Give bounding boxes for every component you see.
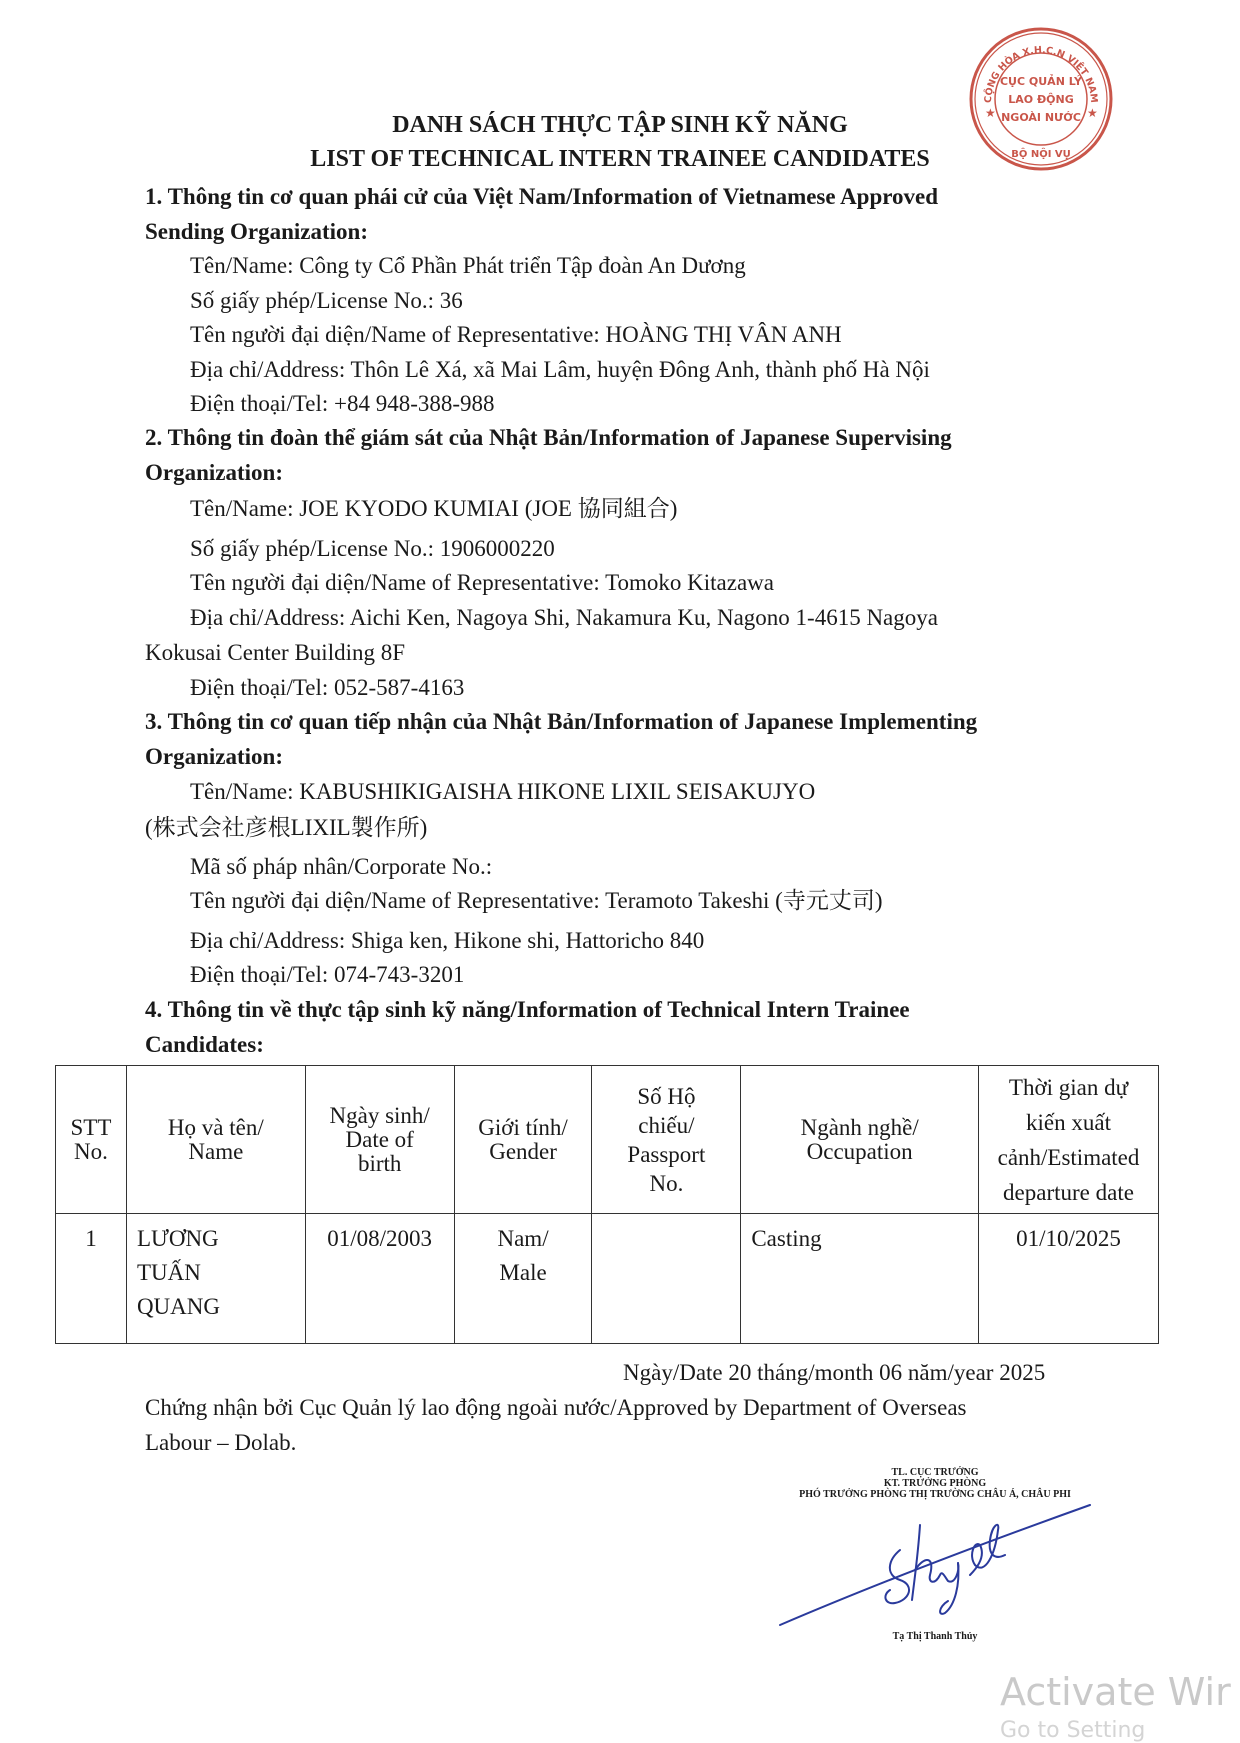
svg-text:BỘ NỘI VỤ: BỘ NỘI VỤ bbox=[1011, 149, 1071, 160]
section2-name: Tên/Name: JOE KYODO KUMIAI (JOE 協同組合) bbox=[190, 496, 678, 521]
section2-address-cont: Kokusai Center Building 8F bbox=[145, 640, 406, 665]
approval-line-cont: Labour – Dolab. bbox=[145, 1430, 297, 1455]
section2-license: Số giấy phép/License No.: 1906000220 bbox=[190, 536, 555, 561]
date-line: Ngày/Date 20 tháng/month 06 năm/year 2025 bbox=[623, 1360, 1046, 1385]
section3-heading-cont: Organization: bbox=[145, 744, 283, 769]
section1-tel: Điện thoại/Tel: +84 948-388-988 bbox=[190, 391, 495, 416]
cell-no: 1 bbox=[56, 1214, 127, 1344]
svg-text:CỘNG HÒA X.H.C.N VIỆT NAM: CỘNG HÒA X.H.C.N VIỆT NAM bbox=[982, 44, 1100, 104]
section3-address: Địa chỉ/Address: Shiga ken, Hikone shi, Hattoricho 840 bbox=[190, 928, 705, 953]
section4-heading: 4. Thông tin về thực tập sinh kỹ năng/Information of Technical Intern Trainee bbox=[145, 997, 910, 1022]
cell-departure: 01/10/2025 bbox=[979, 1214, 1159, 1344]
signature-title: TL. CỤC TRƯỞNG KT. TRƯỞNG PHÒNG PHÓ TRƯỞNG PHÒNG THỊ TRƯỜNG CHÂU Á, CHÂU PHI bbox=[799, 1467, 1071, 1500]
section3-name: Tên/Name: KABUSHIKIGAISHA HIKONE LIXIL SEISAKUJYO bbox=[190, 779, 816, 804]
cell-dob: 01/08/2003 bbox=[305, 1214, 454, 1344]
section1-address: Địa chỉ/Address: Thôn Lê Xá, xã Mai Lâm, huyện Đông Anh, thành phố Hà Nội bbox=[190, 357, 930, 382]
document-title-vi: DANH SÁCH THỰC TẬP SINH KỸ NĂNG bbox=[392, 112, 848, 138]
cell-name: LƯƠNG TUẤN QUANG bbox=[126, 1214, 305, 1344]
section1-heading: 1. Thông tin cơ quan phái cử của Việt Nam/Information of Vietnamese Approved bbox=[145, 184, 939, 209]
header-dob: Ngày sinh/ Date of birth bbox=[305, 1066, 454, 1214]
signer-name: Tạ Thị Thanh Thủy bbox=[892, 1631, 978, 1642]
section1-license: Số giấy phép/License No.: 36 bbox=[190, 288, 463, 313]
section1-name: Tên/Name: Công ty Cổ Phần Phát triển Tập đoàn An Dương bbox=[190, 253, 746, 278]
svg-text:★: ★ bbox=[1087, 106, 1098, 120]
header-departure: Thời gian dự kiến xuất cảnh/Estimated departure date bbox=[979, 1066, 1159, 1214]
section1-representative: Tên người đại diện/Name of Representative: HOÀNG THỊ VÂN ANH bbox=[190, 322, 842, 347]
section2-heading: 2. Thông tin đoàn thể giám sát của Nhật Bản/Information of Japanese Supervising bbox=[145, 425, 952, 450]
header-occupation: Ngành nghề/ Occupation bbox=[741, 1066, 979, 1214]
section3-heading: 3. Thông tin cơ quan tiếp nhận của Nhật Bản/Information of Japanese Implementing bbox=[145, 709, 978, 734]
svg-text:CỤC QUẢN LÝ: CỤC QUẢN LÝ bbox=[999, 75, 1083, 88]
section1-heading-cont: Sending Organization: bbox=[145, 219, 369, 244]
activation-watermark: Activate Wir bbox=[1000, 1670, 1231, 1714]
header-gender: Giới tính/ Gender bbox=[454, 1066, 592, 1214]
svg-text:LAO ĐỘNG: LAO ĐỘNG bbox=[1008, 93, 1074, 106]
section2-heading-cont: Organization: bbox=[145, 460, 283, 485]
section2-representative: Tên người đại diện/Name of Representative: Tomoko Kitazawa bbox=[190, 570, 774, 595]
section3-name-cont: (株式会社彦根LIXIL製作所) bbox=[145, 815, 428, 840]
cell-occupation: Casting bbox=[741, 1214, 979, 1344]
cell-passport bbox=[592, 1214, 741, 1344]
activation-watermark-sub: Go to Setting bbox=[1000, 1718, 1146, 1743]
table-row bbox=[56, 1214, 1159, 1344]
section3-corporate-no: Mã số pháp nhân/Corporate No.: bbox=[190, 854, 493, 879]
document-title-en: LIST OF TECHNICAL INTERN TRAINEE CANDIDATES bbox=[310, 146, 930, 172]
header-name: Họ và tên/ Name bbox=[126, 1066, 305, 1214]
table-header-row bbox=[56, 1066, 1159, 1214]
section3-tel: Điện thoại/Tel: 074-743-3201 bbox=[190, 962, 465, 987]
svg-text:★: ★ bbox=[985, 106, 996, 120]
section4-heading-cont: Candidates: bbox=[145, 1032, 264, 1057]
section3-representative: Tên người đại diện/Name of Representative: Teramoto Takeshi (寺元丈司) bbox=[190, 888, 883, 913]
svg-text:NGOÀI NƯỚC: NGOÀI NƯỚC bbox=[1001, 111, 1081, 124]
cell-gender: Nam/ Male bbox=[454, 1214, 592, 1344]
official-stamp bbox=[967, 25, 1115, 173]
section2-tel: Điện thoại/Tel: 052-587-4163 bbox=[190, 675, 465, 700]
header-stt: STT No. bbox=[56, 1066, 127, 1214]
header-passport: Số Hộ chiếu/ Passport No. bbox=[592, 1066, 741, 1214]
trainee-table bbox=[55, 1065, 1159, 1344]
section2-address: Địa chỉ/Address: Aichi Ken, Nagoya Shi, Nakamura Ku, Nagono 1-4615 Nagoya bbox=[190, 605, 938, 630]
handwritten-signature bbox=[770, 1495, 1100, 1635]
approval-line: Chứng nhận bởi Cục Quản lý lao động ngoài nước/Approved by Department of Overseas bbox=[145, 1395, 967, 1420]
